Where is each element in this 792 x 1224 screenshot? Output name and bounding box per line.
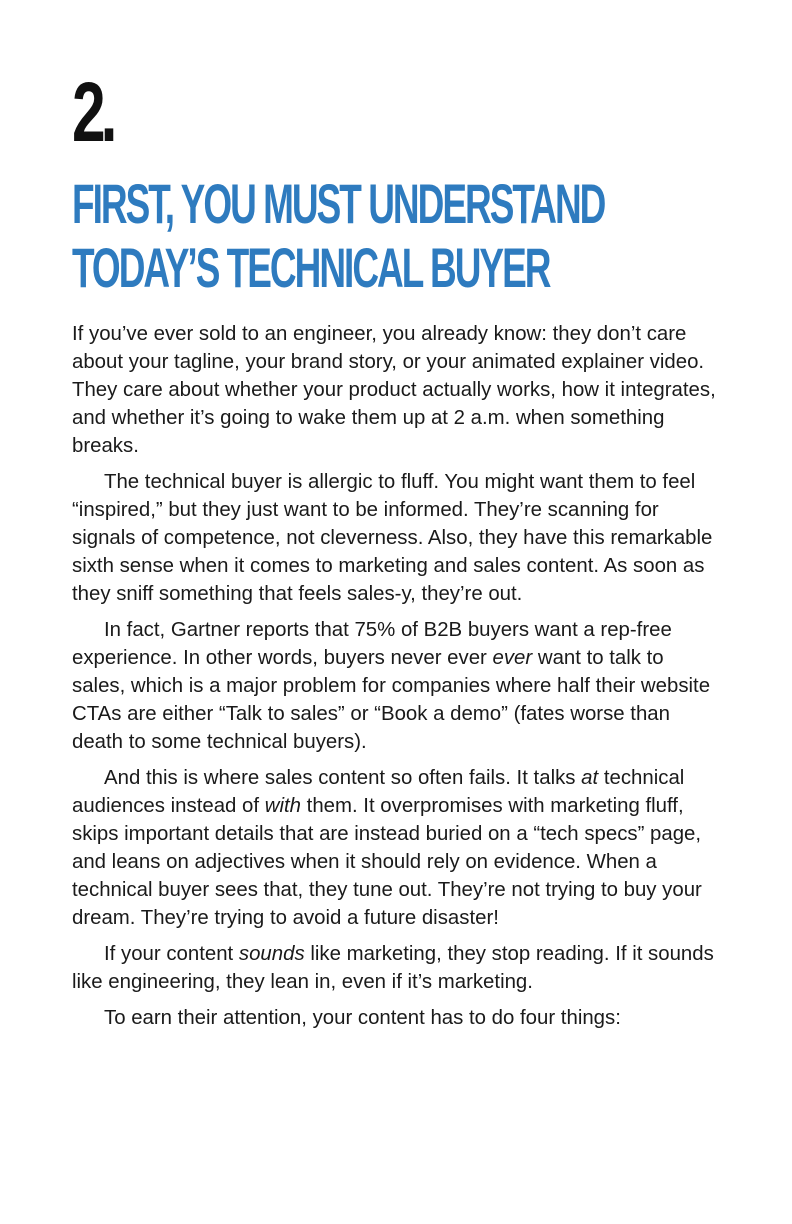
paragraph-4	[72, 764, 722, 932]
book-page	[72, 65, 722, 1040]
paragraph-3	[72, 616, 722, 756]
paragraph-3-emphasis: ever	[492, 647, 533, 669]
chapter-body	[72, 320, 722, 1032]
paragraph-5	[72, 940, 722, 996]
chapter-title	[72, 172, 722, 300]
chapter-title-line-1: FIRST, YOU MUST UNDERSTAND	[72, 172, 605, 235]
paragraph-6: To earn their attention, your content has to do four things:	[104, 1007, 621, 1029]
chapter-number: 2.	[72, 65, 113, 159]
chapter-title-line-2: TODAY’S TECHNICAL BUYER	[72, 236, 550, 299]
paragraph-3-part-a: In fact, Gartner reports that 75% of B2B buyers want a rep-free experience. In other words, buyers never ever	[72, 619, 672, 669]
paragraph-4-part-b: technical audiences instead of	[72, 767, 685, 817]
paragraph-3-part-b: want to talk to sales, which is a major problem for companies where half their website CTAs are either “Talk to sales” or “Book a demo” (fates worse than death to some technical buyers).	[72, 647, 711, 753]
paragraph-4-part-c: them. It overpromises with marketing fluff, skips important details that are instead buried on a “tech specs” page, and leans on adjectives when it should rely on evidence. When a technical buyer sees that, they tune out. They’re not trying to buy your dream. They’re trying to avoid a future disaster!	[72, 795, 702, 929]
paragraph-2: The technical buyer is allergic to fluff. You might want them to feel “inspired,” but they just want to be informed. They’re scanning for signals of competence, not cleverness. Also, they have this remarkable sixth sense when it comes to marketing and sales content. As soon as they sniff something that feels sales-y, they’re out.	[72, 471, 713, 605]
paragraph-4-emphasis-at: at	[581, 767, 599, 789]
paragraph-4-part-a: And this is where sales content so often fails. It talks	[104, 767, 582, 789]
paragraph-4-emphasis-with: with	[264, 795, 301, 817]
paragraph-5-part-a: If your content	[104, 943, 239, 965]
paragraph-5-part-b: like marketing, they stop reading. If it sounds like engineering, they lean in, even if it’s marketing.	[72, 943, 714, 993]
paragraph-5-emphasis: sounds	[238, 943, 305, 965]
paragraph-1: If you’ve ever sold to an engineer, you already know: they don’t care about your tagline, your brand story, or your animated explainer video. They care about whether your product actually works, how it integrates, and whether it’s going to wake them up at 2 a.m. when something breaks.	[72, 323, 716, 457]
